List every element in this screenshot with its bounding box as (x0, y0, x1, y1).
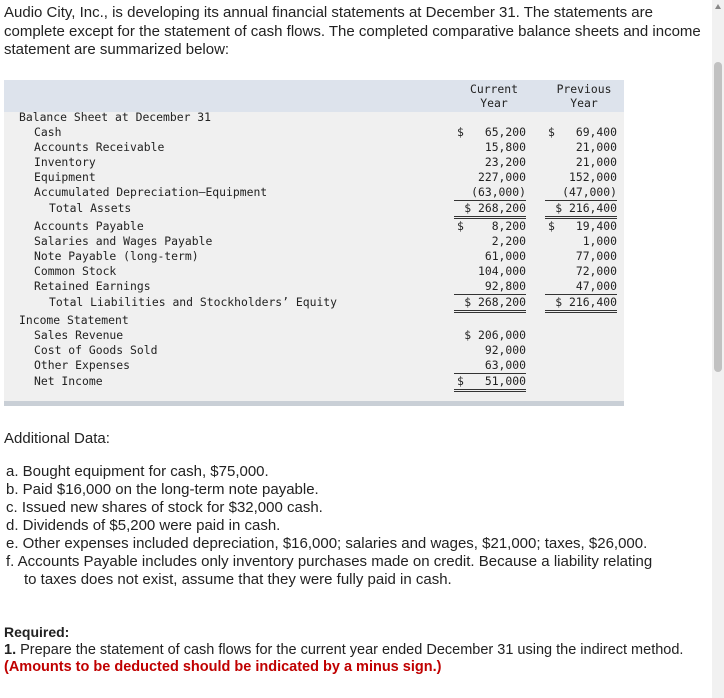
list-item: d. Dividends of $5,200 were paid in cash. (6, 517, 281, 534)
table-row (4, 279, 624, 294)
current-year-header-line1: Current (469, 82, 518, 96)
table-row (4, 140, 624, 155)
row-label: Retained Earnings (34, 279, 151, 293)
row-label: Accumulated Depreciation—Equipment (34, 185, 268, 199)
row-label: Other Expenses (34, 358, 131, 372)
table-row (4, 249, 624, 264)
row-label: Common Stock (34, 264, 117, 278)
list-item: c. Issued new shares of stock for $32,000 cash. (6, 499, 323, 516)
row-label: Total Liabilities and Stockholders’ Equity (49, 295, 338, 309)
table-row (4, 343, 624, 358)
current-value: 65,200 (484, 125, 526, 139)
required-number: 1. (4, 642, 17, 658)
row-label: Salaries and Wages Payable (34, 234, 213, 248)
previous-value: 1,000 (582, 234, 617, 248)
additional-data-list (6, 463, 706, 589)
dollar-sign: $ (548, 125, 555, 139)
current-value: 8,200 (491, 219, 526, 233)
list-item: e. Other expenses included depreciation, $16,000; salaries and wages, $21,000; taxes, $26,000. (6, 535, 648, 552)
row-label: Net Income (34, 374, 103, 388)
current-value: $ 206,000 (464, 328, 526, 342)
list-item-continuation: to taxes does not exist, assume that they were fully paid in cash. (24, 571, 452, 588)
row-label: Accounts Receivable (34, 140, 165, 154)
current-value: 63,000 (454, 358, 526, 374)
dollar-sign: $ (457, 219, 464, 233)
current-value: 227,000 (477, 170, 526, 184)
table-row (4, 295, 624, 310)
table-row (4, 374, 624, 389)
table-row (4, 328, 624, 343)
row-label: Cost of Goods Sold (34, 343, 158, 357)
current-value: 15,800 (484, 140, 526, 154)
intro-paragraph: Audio City, Inc., is developing its annual financial statements at December 31. The statements are complete except for the statement of cash flows. The completed comparative balance sheets and income statement are summarized below: (4, 4, 701, 58)
scroll-up-arrow-icon[interactable] (715, 4, 721, 9)
table-row (4, 313, 624, 328)
current-value: 104,000 (477, 264, 526, 278)
current-value: 92,000 (484, 343, 526, 357)
current-value: 92,800 (454, 279, 526, 295)
current-value: 61,000 (484, 249, 526, 263)
required-note: (Amounts to be deducted should be indicated by a minus sign.) (4, 659, 442, 675)
table-row (4, 185, 624, 200)
table-row (4, 170, 624, 185)
row-label: Sales Revenue (34, 328, 124, 342)
previous-total: $ 216,400 (545, 201, 617, 219)
current-year-header (454, 82, 534, 110)
current-value: 23,200 (484, 155, 526, 169)
scrollbar-thumb[interactable] (714, 62, 722, 372)
required-instruction (4, 642, 704, 676)
table-row (4, 358, 624, 373)
list-item: f. Accounts Payable includes only inventory purchases made on credit. Because a liability relating (6, 553, 653, 570)
current-value: 2,200 (491, 234, 526, 248)
section-heading-balance-sheet: Balance Sheet at December 31 (19, 110, 212, 124)
current-total: $ 268,200 (454, 295, 526, 313)
row-label: Total Assets (49, 201, 132, 215)
dollar-sign: $ (548, 219, 555, 233)
additional-data-title: Additional Data: (4, 430, 110, 447)
required-body: Prepare the statement of cash flows for the current year ended December 31 using the indirect method. (16, 642, 684, 658)
current-year-header-line2: Year (480, 96, 508, 110)
list-item: b. Paid $16,000 on the long-term note payable. (6, 481, 319, 498)
row-label: Inventory (34, 155, 96, 169)
row-label: Cash (34, 125, 62, 139)
table-row (4, 264, 624, 279)
current-total: 51,000 (454, 374, 526, 392)
dollar-sign: $ (457, 374, 464, 388)
row-label: Equipment (34, 170, 96, 184)
table-row (4, 201, 624, 216)
previous-year-header-line2: Year (570, 96, 598, 110)
previous-value: 21,000 (575, 155, 617, 169)
previous-value: (47,000) (545, 185, 617, 201)
required-title: Required: (4, 624, 70, 640)
previous-value: 152,000 (568, 170, 617, 184)
table-row (4, 110, 624, 125)
row-label: Accounts Payable (34, 219, 144, 233)
table-bottom-bar (4, 401, 624, 406)
previous-year-header-line1: Previous (556, 82, 612, 96)
previous-value: 21,000 (575, 140, 617, 154)
current-value: (63,000) (454, 185, 526, 201)
previous-value: 69,400 (575, 125, 617, 139)
current-total: $ 268,200 (454, 201, 526, 219)
list-item: a. Bought equipment for cash, $75,000. (6, 463, 269, 480)
table-row (4, 125, 624, 140)
vertical-scrollbar[interactable] (712, 0, 724, 698)
dollar-sign: $ (457, 125, 464, 139)
previous-value: 47,000 (545, 279, 617, 295)
section-heading-income-statement: Income Statement (19, 313, 129, 327)
previous-value: 72,000 (575, 264, 617, 278)
table-row (4, 234, 624, 249)
previous-year-header (544, 82, 624, 110)
table-row (4, 219, 624, 234)
row-label: Note Payable (long-term) (34, 249, 199, 263)
previous-value: 19,400 (575, 219, 617, 233)
table-row (4, 155, 624, 170)
previous-value: 77,000 (575, 249, 617, 263)
previous-total: $ 216,400 (545, 295, 617, 313)
